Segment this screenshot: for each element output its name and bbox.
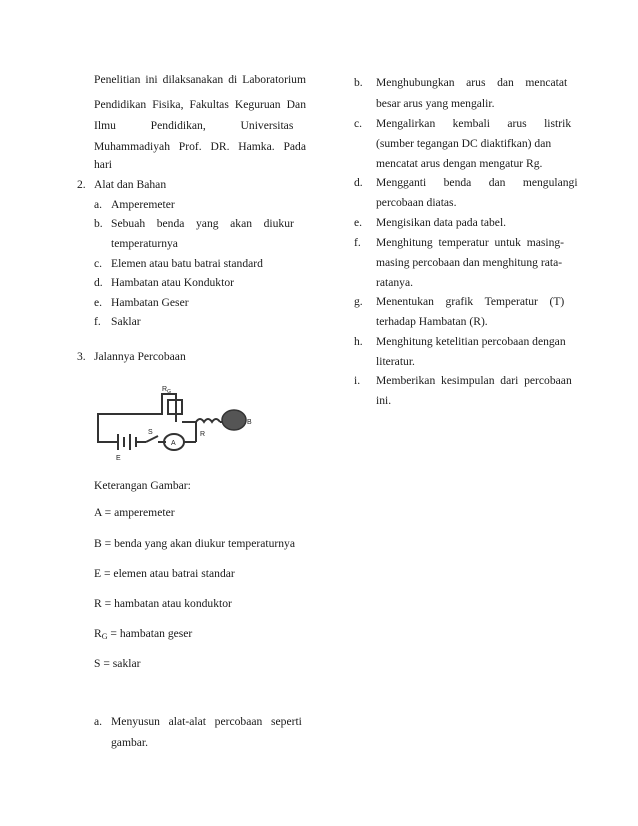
step-text: gambar. [111, 736, 149, 749]
intro-line: hari [94, 158, 113, 171]
item-letter: d. [94, 276, 103, 289]
step-letter: b. [354, 76, 363, 89]
step-letter: c. [354, 117, 363, 130]
circuit-diagram [92, 382, 252, 462]
step-text: besar arus yang mengalir. [376, 97, 495, 110]
s-label: S [148, 429, 153, 436]
step-text: Mengisikan data pada tabel. [376, 216, 507, 229]
step-text: Mengganti benda dan mengulangi [376, 176, 578, 189]
rg-label: $R_G$ [162, 386, 171, 395]
e-label: E [116, 455, 121, 462]
step-letter: d. [354, 176, 363, 189]
step-text: Menentukan grafik Temperatur (T) [376, 295, 565, 308]
step-text: masing percobaan dan menghitung rata- [376, 256, 563, 269]
step-text: Menghitung ketelitian percobaan dengan [376, 335, 566, 348]
step-letter: e. [354, 216, 363, 229]
intro-line: Muhammadiyah Prof. DR. Hamka. Pada [94, 140, 306, 153]
section-number: 2. [77, 178, 86, 191]
item-letter: e. [94, 296, 103, 309]
intro-line: Ilmu Pendidikan, Universitas [94, 119, 294, 132]
step-letter: a. [94, 715, 103, 728]
step-text: Mengalirkan kembali arus listrik [376, 117, 572, 130]
item-text: Amperemeter [111, 198, 175, 211]
legend-item: B = benda yang akan diukur temperaturnya [94, 537, 295, 550]
step-text: (sumber tegangan DC diaktifkan) dan [376, 137, 552, 150]
section-number: 3. [77, 350, 86, 363]
a-label: A [171, 440, 176, 447]
legend-item-rg [94, 627, 192, 644]
legend-item: E = elemen atau batrai standar [94, 567, 235, 580]
item-text: Hambatan atau Konduktor [111, 276, 234, 289]
legend-rg-text: = hambatan geser [110, 627, 193, 640]
r-label: R [200, 431, 206, 438]
step-text: percobaan diatas. [376, 196, 457, 209]
step-text: Menyusun alat-alat percobaan seperti [111, 715, 302, 728]
step-letter: h. [354, 335, 363, 348]
legend-item: S = saklar [94, 657, 141, 670]
step-text: Memberikan kesimpulan dari percobaan [376, 374, 572, 387]
intro-line: Pendidikan Fisika, Fakultas Keguruan Dan [94, 98, 306, 111]
step-letter: f. [354, 236, 361, 249]
step-text: Menghitung temperatur untuk masing- [376, 236, 565, 249]
step-text: Menghubungkan arus dan mencatat [376, 76, 568, 89]
step-letter: g. [354, 295, 363, 308]
step-text: ini. [376, 394, 392, 407]
step-letter: i. [354, 374, 361, 387]
legend-title: Keterangan Gambar: [94, 479, 191, 492]
step-text: mencatat arus dengan mengatur Rg. [376, 157, 543, 170]
b-label: B [247, 419, 252, 426]
step-text: literatur. [376, 355, 415, 368]
object-b-shape [222, 410, 246, 430]
intro-line: Penelitian ini dilaksanakan di Laboratorium [94, 73, 306, 86]
item-letter: a. [94, 198, 103, 211]
item-text: Saklar [111, 315, 141, 328]
step-text: ratanya. [376, 276, 414, 289]
section-title: Alat dan Bahan [94, 178, 167, 191]
item-letter: c. [94, 257, 103, 270]
legend-rg-prefix: R [94, 627, 102, 640]
legend-item: A = amperemeter [94, 506, 175, 519]
item-text: temperaturnya [111, 237, 178, 250]
item-text: Sebuah benda yang akan diukur [111, 217, 294, 230]
section-title: Jalannya Percobaan [94, 350, 186, 363]
item-text: Hambatan Geser [111, 296, 189, 309]
step-text: terhadap Hambatan (R). [376, 315, 488, 328]
item-text: Elemen atau batu batrai standard [111, 257, 263, 270]
legend-rg-sub: G [101, 632, 108, 641]
item-letter: b. [94, 217, 103, 230]
legend-item: R = hambatan atau konduktor [94, 597, 232, 610]
item-letter: f. [94, 315, 101, 328]
